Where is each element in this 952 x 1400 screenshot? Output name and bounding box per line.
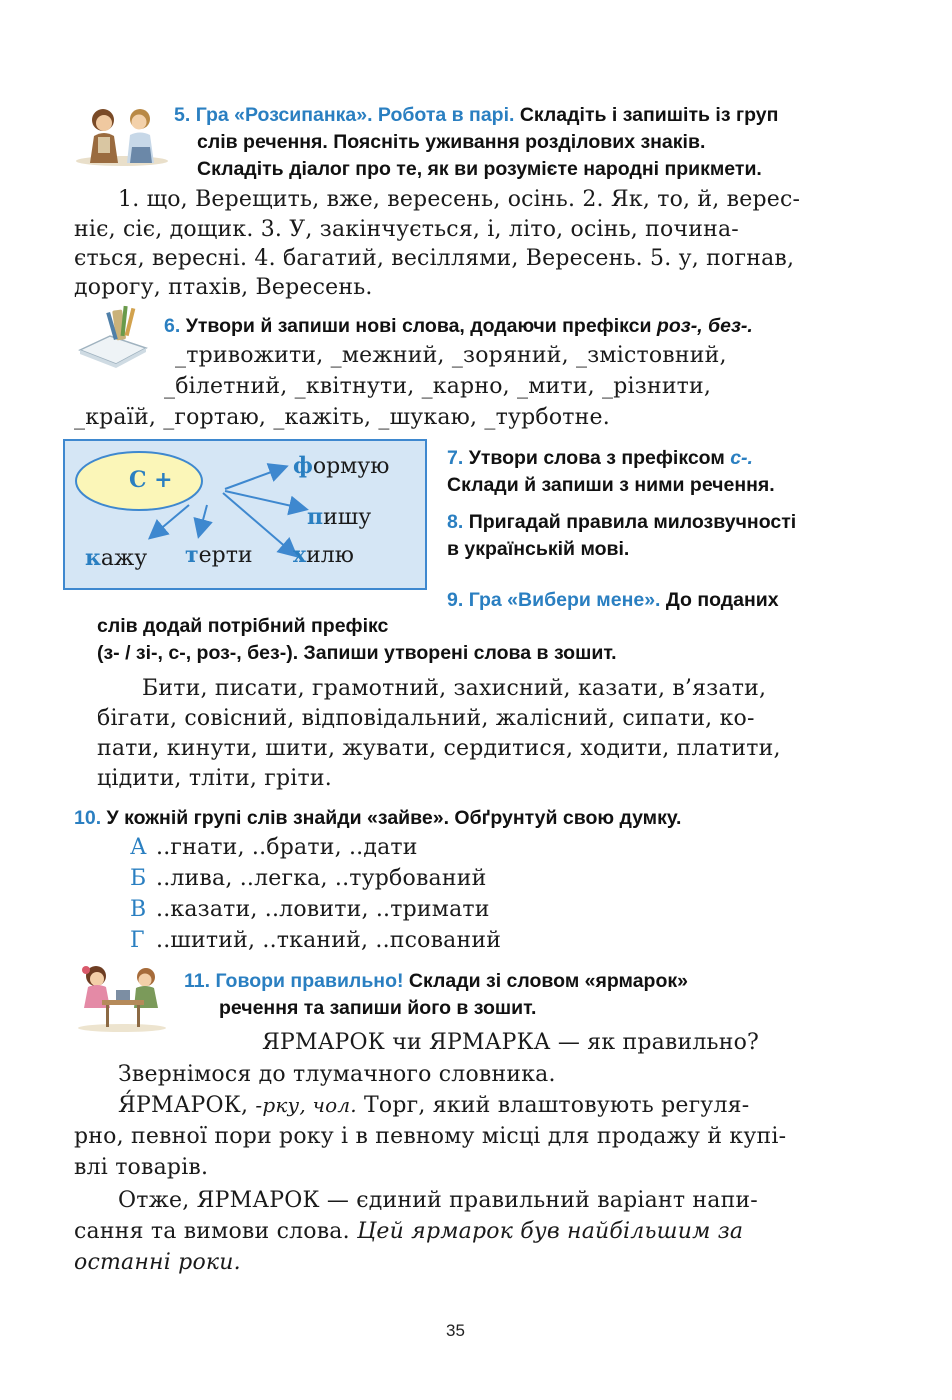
task-9-instruction: До поданих (665, 589, 779, 611)
task-11-paragraph-1: Звернімося до тлумачного словника. (118, 1062, 556, 1087)
page-number: 35 (446, 1321, 465, 1340)
diagram-word-terty: терти (185, 542, 253, 568)
prefix-diagram (63, 439, 427, 590)
diagram-word-pyshu: пишу (307, 504, 372, 530)
diagram-center-label: С + (129, 467, 173, 493)
task-5-text-line: ється, вересні. 4. багатий, весіллями, Вересень. 5. у, погнав, (74, 246, 795, 271)
students-pair-illustration (72, 103, 172, 167)
task-7-line2: Склади й запиши з ними речення. (447, 474, 775, 496)
task-9-line2: слів додай потрібний префікс (97, 615, 389, 637)
task-11-line2: речення та запиши його в зошит. (219, 997, 537, 1019)
task-10-number: 10. (74, 807, 102, 829)
task-11-heading: ЯРМАРОК чи ЯРМАРКА — як правильно? (262, 1030, 760, 1055)
task-6-title: Утвори й запиши нові слова, додаючи префікси (185, 315, 652, 337)
task-5-instruction: Складіть і запишіть із груп (519, 104, 779, 126)
task-6-words-line: _країй, _гортаю, _кажіть, _шукаю, _турботне. (74, 405, 610, 430)
task-6-words-line: _білетний, _квітнути, _карно, _мити, _різнити, (164, 374, 712, 399)
task-5-text-line: 1. що, Верещить, вже, вересень, осінь. 2. Як, то, й, верес- (118, 187, 801, 212)
task-11-definition-line1: Я́РМАРОК, -рку, чол. Торг, який влаштовують регуля- (118, 1093, 750, 1118)
task-7-number: 7. (447, 447, 464, 469)
task-5-text-line: дорогу, птахів, Вересень. (74, 275, 373, 300)
task-9-text-line: Бити, писати, грамотний, захисний, казати, в’язати, (142, 676, 767, 701)
task-5-number: 5. (174, 104, 191, 126)
task-5-text-line: ніє, сіє, дощик. 3. У, закінчується, і, літо, осінь, почина- (74, 217, 739, 242)
task-11-conclusion-line3: останні роки. (74, 1250, 241, 1275)
task-9-number: 9. (447, 589, 464, 611)
diagram-word-formuyu: формую (293, 453, 390, 479)
notebook-pencils-icon (76, 304, 148, 370)
task-11-conclusion-line1: Отже, ЯРМАРОК — єдиний правильний варіант напи- (118, 1188, 758, 1213)
task-11-title: Говори правильно! (215, 970, 404, 992)
task-6-prefixes: роз-, без-. (656, 315, 753, 337)
task-10-group-v: В ..казати, ..ловити, ..тримати (130, 897, 490, 922)
task-9-line3: (з- / зі-, с-, роз-, без-). Запиши утворені слова в зошит. (97, 642, 617, 664)
task-5-instruction-line2: слів речення. Поясніть уживання розділових знаків. (197, 131, 706, 153)
task-9-title: Гра «Вибери мене». (468, 589, 661, 611)
task-7-title: Утвори слова з префіксом (468, 447, 725, 469)
task-10-title: У кожній групі слів знайди «зайве». Обґрунтуй свою думку. (106, 807, 682, 829)
task-9-text-line: цідити, тліти, гріти. (97, 766, 332, 791)
task-5-title: Гра «Розсипанка». Робота в парі. (195, 104, 515, 126)
task-10-group-a: А ..гнати, ..брати, ..дати (130, 835, 418, 860)
task-9-text-line: пати, кинути, шити, жувати, сердитися, ходити, платити, (97, 736, 781, 761)
task-9-text-line: бігати, совісний, відповідальний, жалісний, сипати, ко- (97, 706, 755, 731)
task-11-conclusion-line2: сання та вимови слова. Цей ярмарок був найбільшим за (74, 1219, 744, 1244)
task-5-instruction-line3: Складіть діалог про те, як ви розумієте народні прикмети. (197, 158, 762, 180)
task-6-words-line: _тривожити, _межний, _зоряний, _змістовний, (175, 343, 727, 368)
task-8-number: 8. (447, 511, 464, 533)
children-at-table-illustration (74, 960, 170, 1032)
task-7-prefix: с-. (730, 447, 753, 469)
task-11-definition-line3: влі товарів. (74, 1155, 209, 1180)
task-8-line2: в українській мові. (447, 538, 630, 560)
diagram-word-kazhu: кажу (85, 545, 148, 571)
task-10-group-h: Г ..шитий, ..тканий, ..псований (130, 928, 502, 953)
task-6-number: 6. (164, 315, 181, 337)
task-11-instruction: Склади зі словом «ярмарок» (408, 970, 688, 992)
task-10-group-b: Б ..лива, ..легка, ..турбований (130, 866, 487, 891)
task-8-line1: Пригадай правила милозвучності (468, 511, 797, 533)
diagram-word-khylyu: хилю (293, 542, 354, 568)
task-11-number: 11. (184, 970, 211, 992)
task-11-definition-line2: рно, певної пори року і в певному місці для продажу й купі- (74, 1124, 787, 1149)
